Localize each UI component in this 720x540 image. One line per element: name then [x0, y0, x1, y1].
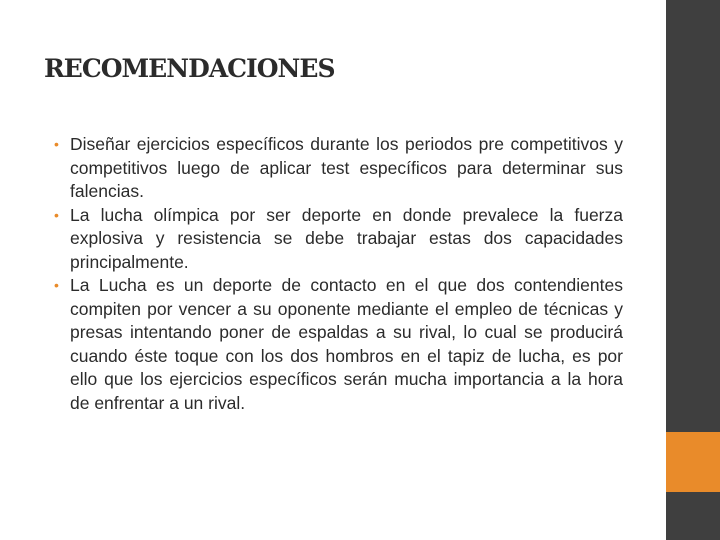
bullet-item: • La lucha olímpica por ser deporte en donde prevalece la fuerza explosiva y resistencia se debe trabajar estas dos capacidades principalmente.	[52, 204, 623, 275]
bullet-item: • La Lucha es un deporte de contacto en el que dos contendientes compiten por vencer a su oponente mediante el empleo de técnicas y presas intentando poner de espaldas a su rival, lo cual se producirá cuando éste toque con los dos hombros en el tapiz de lucha, es por ello que los ejercicios específicos serán mucha importancia a la hora de enfrentar a un rival.	[52, 274, 623, 415]
bullet-list	[52, 133, 623, 415]
slide-title: RECOMENDACIONES	[44, 54, 335, 83]
bullet-item: • Diseñar ejercicios específicos durante los periodos pre competitivos y competitivos luego de aplicar test específicos para determinar sus falencias.	[52, 133, 623, 204]
side-accent-block	[666, 432, 720, 492]
